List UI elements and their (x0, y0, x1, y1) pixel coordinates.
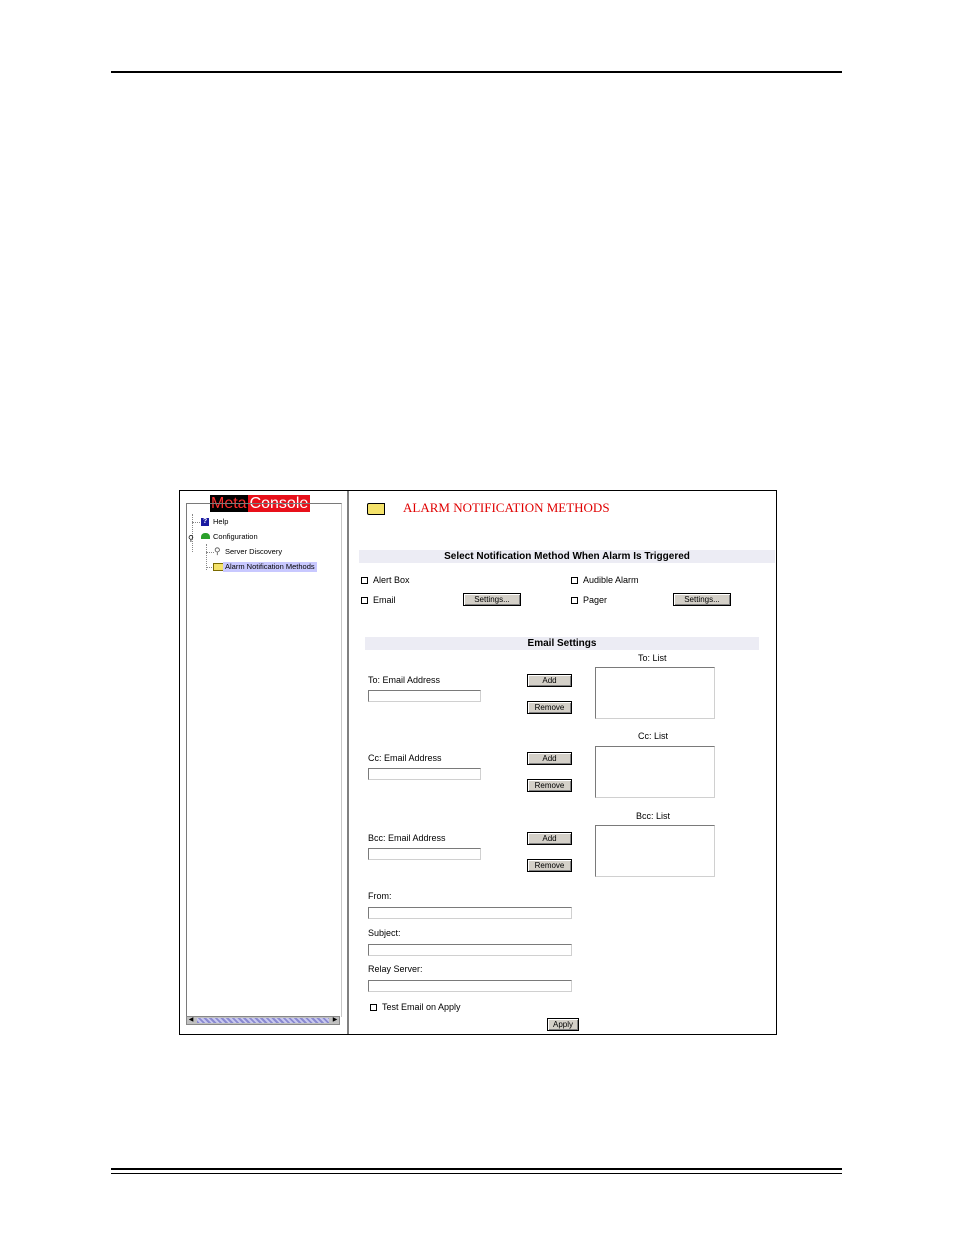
cc-list-box[interactable] (595, 746, 715, 798)
navigation-pane (180, 491, 347, 1034)
content-pane (349, 491, 776, 1034)
email-label: Email (373, 595, 396, 605)
to-list-label: To: List (638, 653, 667, 663)
footer-rule (111, 1168, 842, 1170)
metaconsole-logo: Meta Console (211, 495, 309, 512)
bcc-add-button[interactable]: Add (527, 832, 572, 845)
expand-toggle-icon[interactable]: ⚲ (188, 534, 194, 543)
to-email-label: To: Email Address (368, 675, 441, 685)
tree-item-help[interactable]: Help (213, 517, 229, 526)
bcc-list-label: Bcc: List (636, 811, 671, 821)
scroll-thumb[interactable] (197, 1018, 329, 1023)
email-settings-heading: Email Settings (365, 637, 759, 650)
pager-settings-button[interactable]: Settings... (673, 593, 731, 606)
tree-item-configuration[interactable]: Configuration (213, 532, 258, 541)
key-icon: ⚲ (214, 546, 221, 556)
relay-server-input[interactable] (368, 980, 572, 992)
from-input[interactable] (368, 907, 572, 919)
subject-label: Subject: (368, 928, 401, 938)
pager-label: Pager (583, 595, 608, 605)
cc-email-label: Cc: Email Address (368, 753, 442, 763)
apply-button[interactable]: Apply (547, 1018, 579, 1031)
tree-item-alarm-notification-methods[interactable]: Alarm Notification Methods (225, 562, 315, 571)
audible-alarm-label: Audible Alarm (583, 575, 639, 585)
test-email-label: Test Email on Apply (382, 1002, 461, 1012)
page-title: ALARM NOTIFICATION METHODS (403, 500, 610, 515)
test-email-checkbox[interactable] (370, 1004, 377, 1011)
cc-add-button[interactable]: Add (527, 752, 572, 765)
select-method-heading: Select Notification Method When Alarm Is Triggered (359, 550, 775, 563)
bcc-list-box[interactable] (595, 825, 715, 877)
cc-email-input[interactable] (368, 768, 481, 780)
tree-horizontal-scrollbar[interactable] (186, 1016, 340, 1025)
to-add-button[interactable]: Add (527, 674, 572, 687)
to-remove-button[interactable]: Remove (527, 701, 572, 714)
subject-input[interactable] (368, 944, 572, 956)
bcc-email-label: Bcc: Email Address (368, 833, 446, 843)
bcc-remove-button[interactable]: Remove (527, 859, 572, 872)
from-label: From: (368, 891, 392, 901)
metaconsole-window (179, 490, 777, 1035)
scroll-right-icon[interactable]: ▶ (332, 1017, 338, 1023)
relay-server-label: Relay Server: (368, 964, 423, 974)
to-email-input[interactable] (368, 690, 481, 702)
to-list-box[interactable] (595, 667, 715, 719)
scroll-left-icon[interactable]: ◀ (188, 1017, 194, 1023)
configuration-icon (201, 533, 210, 539)
header-rule (111, 71, 842, 73)
help-icon: ? (202, 518, 208, 525)
cc-remove-button[interactable]: Remove (527, 779, 572, 792)
email-settings-button[interactable]: Settings... (463, 593, 521, 606)
pager-checkbox[interactable] (571, 597, 578, 604)
tree-item-server-discovery[interactable]: Server Discovery (225, 547, 283, 556)
bcc-email-input[interactable] (368, 848, 481, 860)
alert-box-label: Alert Box (373, 575, 410, 585)
alarm-tag-icon (367, 503, 385, 515)
footer-rule-thin (111, 1173, 842, 1174)
cc-list-label: Cc: List (638, 731, 669, 741)
email-checkbox[interactable] (361, 597, 368, 604)
alert-box-checkbox[interactable] (361, 577, 368, 584)
audible-alarm-checkbox[interactable] (571, 577, 578, 584)
navigation-tree (186, 503, 342, 1017)
